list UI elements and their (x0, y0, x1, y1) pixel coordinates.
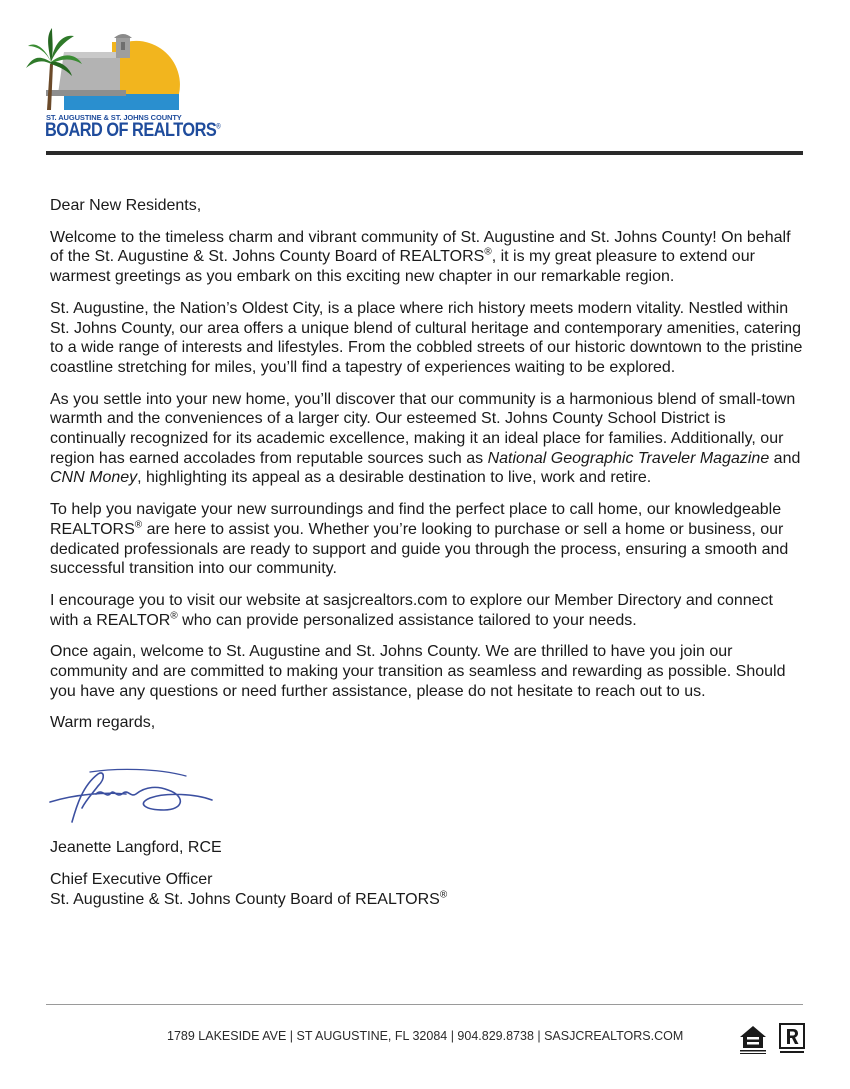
fort-palm-sun-icon (24, 24, 194, 116)
footer-address: 1789 LAKESIDE AVE | ST AUGUSTINE, FL 32084 | 904.829.8738 | SASJCREALTORS.COM (167, 1029, 684, 1043)
paragraph-closing: Once again, welcome to St. Augustine and St. Johns County. We are thrilled to have you join our community and are committed to making your transition as seamless and rewarding as possible. Should you have any questions or need further assistance, please do not hesitate to reach out to us. (50, 643, 786, 700)
paragraph-community: As you settle into your new home, you’ll discover that our community is a harmonious blend of small-town warmth and the conveniences of a larger city. Our esteemed St. Johns County School District is continually recognized for its academic excellence, making it an ideal place for families. Additionally, our region has earned accolades from reputable sources such as National Geographic Traveler Magazine and CNN Money, highlighting its appeal as a desirable destination to live, work and retire. (50, 390, 801, 487)
equal-housing-opportunity-icon (738, 1023, 768, 1055)
valediction: Warm regards, (50, 714, 156, 732)
signature-icon (46, 764, 216, 828)
header-divider (46, 151, 803, 155)
board-logo (24, 24, 221, 144)
signer-name: Jeanette Langford, RCE (50, 839, 222, 856)
logo-subtitle: ST. AUGUSTINE & ST. JOHNS COUNTY (46, 113, 182, 122)
signer-title: Chief Executive Officer (50, 871, 213, 888)
signer-organization: St. Augustine & St. Johns County Board of REALTORS® (50, 889, 448, 908)
footer-divider (46, 1004, 803, 1005)
paragraph-realtors: To help you navigate your new surroundings and find the perfect place to call home, our knowledgeable REALTORS® are here to assist you. Whether you’re looking to purchase or sell a home or business, our dedicated professionals are ready to support and guide you through the process, ensuring a smooth and successful transition into our community. (50, 501, 789, 578)
signer-title-block (50, 870, 447, 909)
logo-title: BOARD OF REALTORS® (45, 120, 221, 141)
letter-body (50, 196, 804, 745)
paragraph-history: St. Augustine, the Nation’s Oldest City, is a place where rich history meets modern vitality. Nestled within St. Johns County, our area offers a unique blend of cultural heritage and contemporary amenities, catering to a wide range of interests and lifestyles. From the cobbled streets of our historic downtown to the pristine coastline stretching for miles, you’ll find a tapestry of experiences waiting to be explored. (50, 299, 803, 376)
paragraph-welcome: Welcome to the timeless charm and vibrant community of St. Augustine and St. Johns County! On behalf of the St. Augustine & St. Johns County Board of REALTORS®, it is my great pleasure to extend our warmest greetings as you embark on this exciting new chapter in our remarkable region. (50, 228, 791, 286)
paragraph-website: I encourage you to visit our website at sasjcrealtors.com to explore our Member Directory and connect with a REALTOR® who can provide personalized assistance tailored to your needs. (50, 591, 773, 629)
salutation: Dear New Residents, (50, 197, 202, 214)
realtor-r-icon (779, 1023, 805, 1055)
